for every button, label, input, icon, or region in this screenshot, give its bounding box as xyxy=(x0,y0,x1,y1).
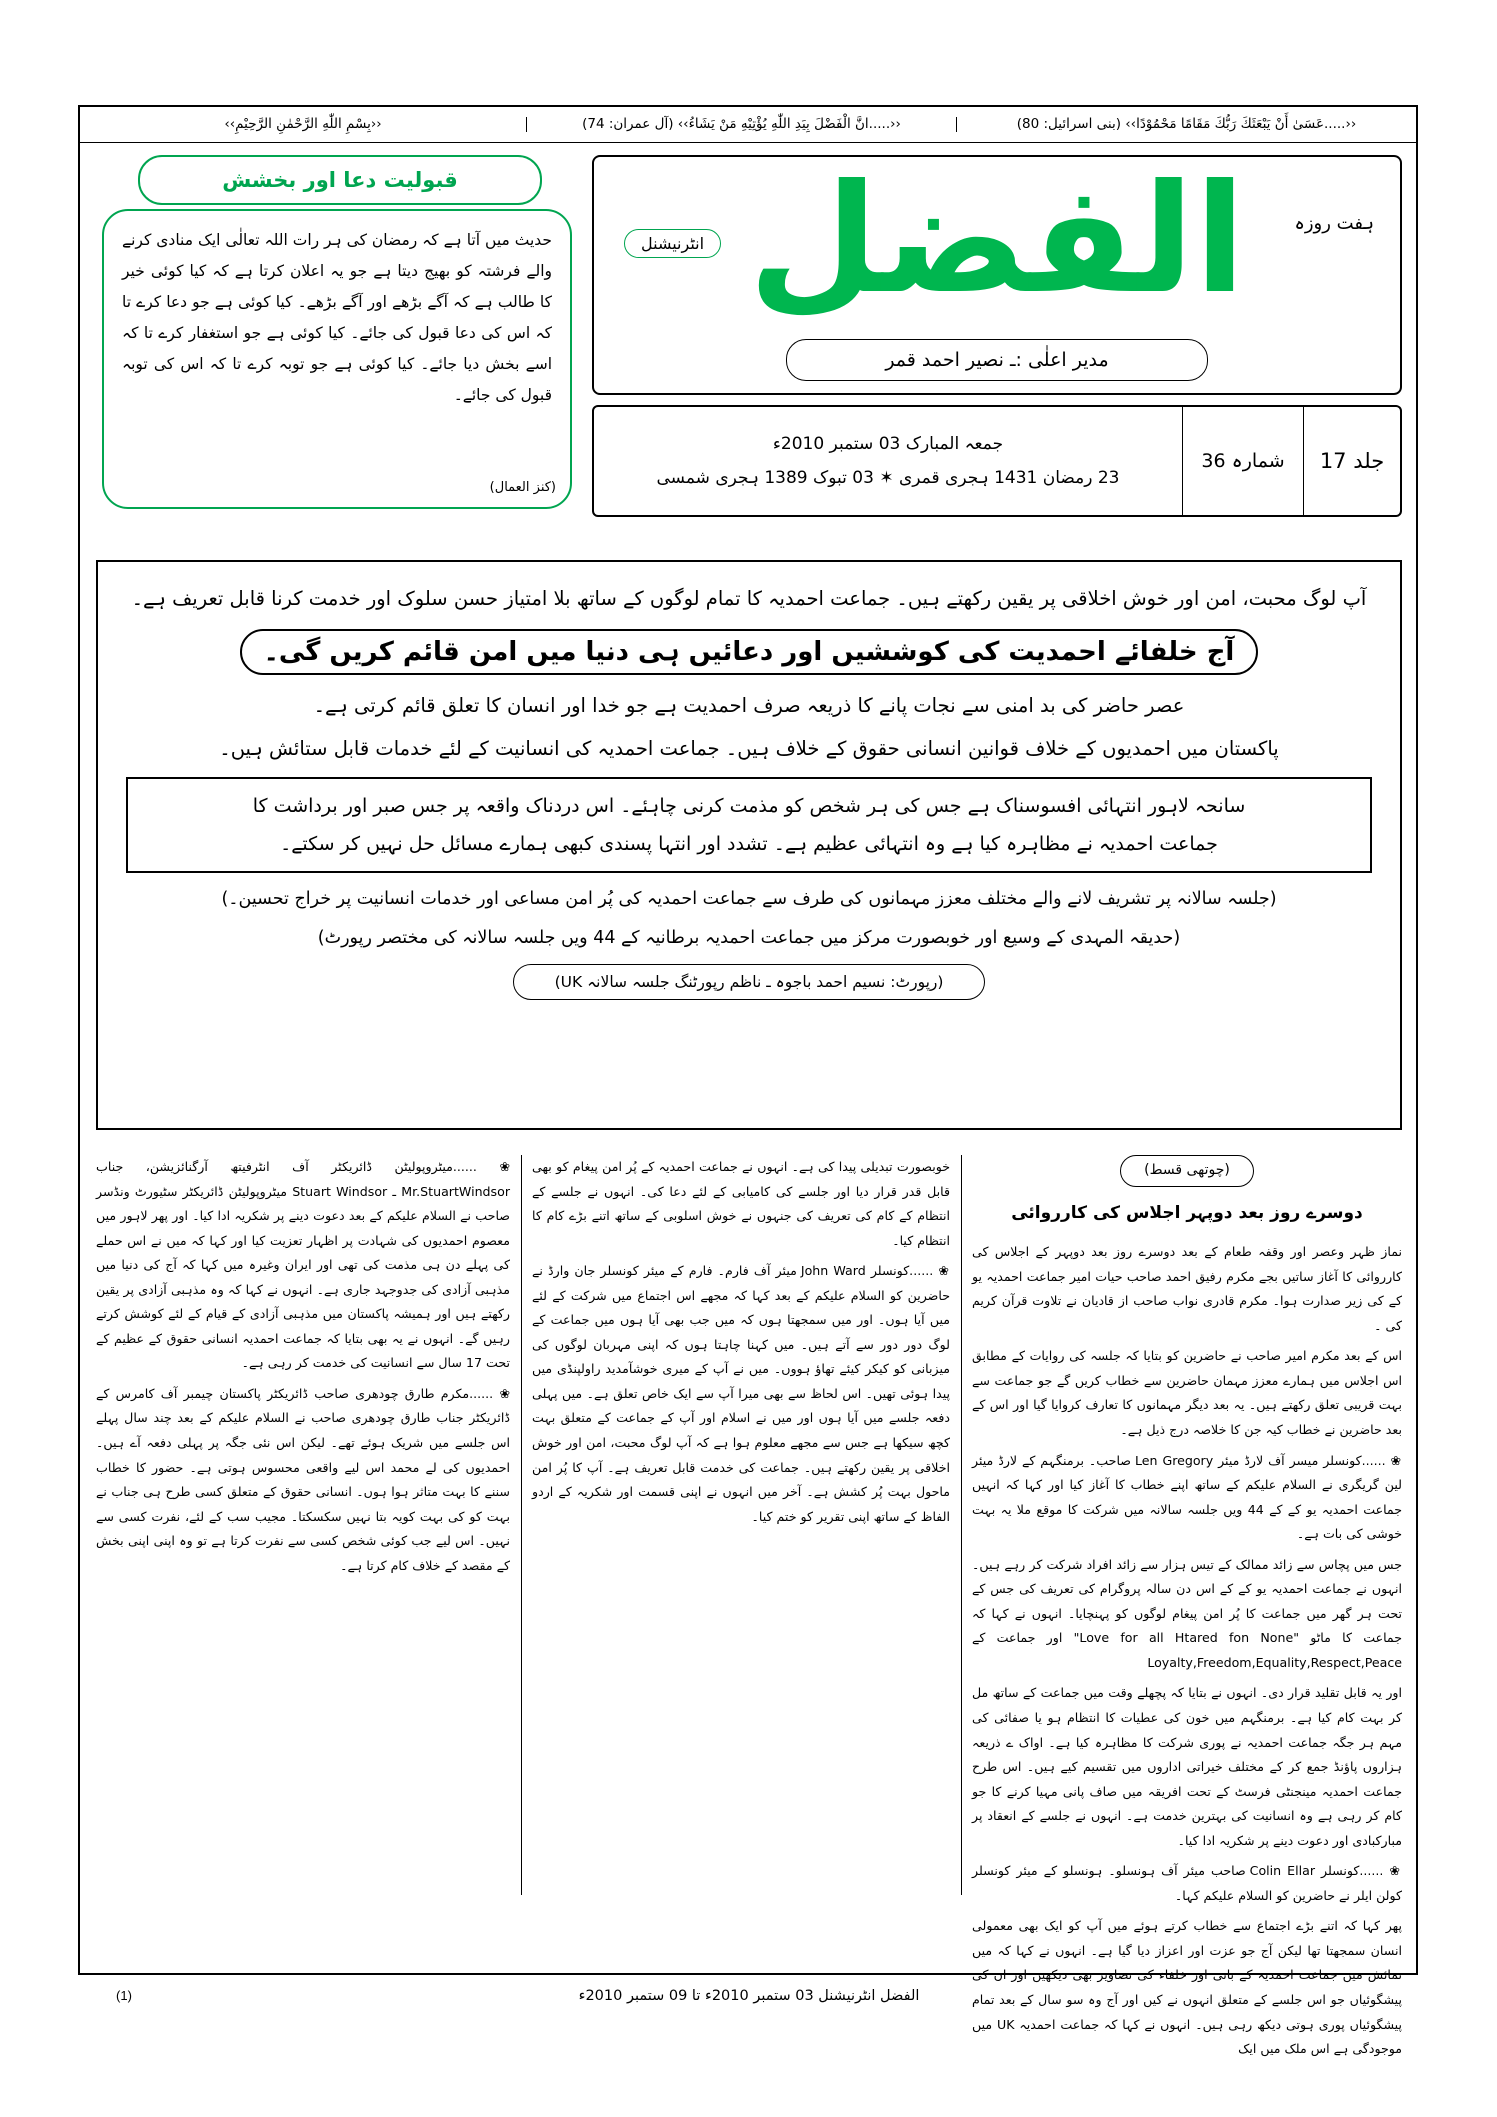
hadith-title: قبولیت دعا اور بخشش xyxy=(138,155,542,205)
headline-line-1: آپ لوگ محبت، امن اور خوش اخلاقی پر یقین رکھتے ہیں۔ جماعت احمدیہ کا تمام لوگوں کے ساتھ بلا امتیاز حسن سلوک اور خدمت کرنا قابل تعریف ہے۔ xyxy=(131,587,1367,610)
headline-line-5: (حدیقہ المہدی کے وسیع اور خوبصورت مرکز میں جماعت احمدیہ برطانیہ کے 44 ویں جلسہ سالانہ کی مختصر رپورٹ) xyxy=(317,928,1181,949)
headline-banner-wrap xyxy=(120,623,1378,685)
page-footer xyxy=(96,1988,1402,2018)
hadith-body xyxy=(102,209,572,509)
volume-label: جلد 17 xyxy=(1303,407,1400,515)
headline-line-4: (جلسہ سالانہ پر تشریف لانے والے مختلف معزز مہمانوں کی طرف سے جماعت احمدیہ کی پُر امن مساعی اور خدمات انسانیت پر خراج تحسین۔) xyxy=(221,889,1277,910)
newspaper-title-box xyxy=(592,155,1402,395)
hijri-date: 23 رمضان 1431 ہجری قمری ✶ 03 تبوک 1389 ہجری شمسی xyxy=(656,468,1120,488)
paragraph: ❀ ......مکرم طارق چودھری صاحب ڈائریکٹر پاکستان چیمبر آف کامرس کے ڈائریکٹر جناب طارق چودھری صاحب نے السلام علیکم کے بعد چند سال پہلے اس جلسے میں شریک ہوئے تھے۔ لیکن اس نئی جگہ پر پہلی دفعہ آے ہیں۔ احمدیوں کی لے محمد اس لیے واقعی محسوس ہوتی ہے۔ حضور کا خطاب سننے کا بہت متاثر ہوا ہوں۔ انسانی حقوق کے متعلق کسی طرح ہی جناب نے بہت کو کی بہت کویہ بتا نہیں سکسکتا۔ مجیب سب کے لئے، نفرت کسی سے نہیں۔ اس لیے جب کوئی شخص کسی سے نفرت کرتا ہے تو وہ اپنی اپنی بخش کے مقصد کے خلاف کام کرتا ہے۔ xyxy=(96,1385,510,1573)
footer-publication-line: الفضل انٹرنیشنل 03 ستمبر 2010ء تا 09 ستمبر 2010ء xyxy=(578,1988,920,2004)
bismillah-text: ‹‹بِسْمِ اللّٰهِ الرَّحْمٰنِ الرَّحِيْمِ›› xyxy=(224,116,382,133)
quran-verse-center: ‹‹.....انَّ الْفَضْلَ بِيَدِ اللّٰهِ يُؤْتِيْهِ مَنْ يَشَاءُ›› (آل عمران: 74) xyxy=(526,117,956,132)
quran-verse-bar xyxy=(80,107,1416,143)
column-middle xyxy=(532,1155,950,1535)
paragraph: خوبصورت تبدیلی پیدا کی ہے۔ انہوں نے جماعت احمدیہ کے پُر امن پیغام کو بھی قابل قدر قرار دیا اور جلسے کی کامیابی کے لئے دعا کی۔ انہوں نے جلسے کے انتظام کے کام کی تعریف کی جنہوں نے خوش اسلوبی کے ساتھ اتنے بڑے کام کا انتظام کیا۔ xyxy=(532,1159,950,1248)
editor-in-chief: مدیر اعلٰی :ـ نصیر احمد قمر xyxy=(786,339,1208,381)
headline-line-3: پاکستان میں احمدیوں کے خلاف قوانین انسانی حقوق کے خلاف ہیں۔ جماعت احمدیہ کی انسانیت کے لئے خدمات قابل ستائش ہیں۔ xyxy=(219,737,1279,761)
newspaper-logo: الفضل xyxy=(748,155,1246,327)
paragraph: ❀ ......کونسلر John Ward میئر آف فارم۔ فارم کے میئر کونسلر جان وارڈ نے حاضرین کو السلام علیکم کے بعد کہا کہ مجھے اس اجتماع میں شرکت کے لئے میں آیا ہوں۔ اور میں سمجھتا ہوں کہ میں جب بھی آیا ہوں میں جماعت کے لوگ دور دور سے آتے ہیں۔ میں کہنا چاہتا ہوں کہ اپنی مہربان لوگوں کی میزبانی کو کیکر کیئے تھاؤ ہووں۔ میں نے آپ کے میری خوشآمدید راولپنڈی میں پیدا ہوئی تھیں۔ اس لحاظ سے بھی میرا آپ سے ایک خاص تعلق ہے۔ میں پہلی دفعہ جلسے میں آیا ہوں اور میں نے اسلام اور آپ کے جماعت کے متعلق بہت کچھ سیکھا ہے جس سے مجھے معلوم ہوا ہے کہ آپ لوگ محبت، امن اور خوش اخلاقی پر یقین رکھتے ہیں۔ جماعت کی خدمت قابل تعریف ہے۔ آپ کا پُر امن ماحول بہت پُر کشش ہے۔ آخر میں انہوں نے اپنی قسمت اور شکریہ کے اردو الفاظ کے ساتھ اپنی تقریر کو ختم کیا۔ xyxy=(532,1263,951,1524)
report-byline: (رپورٹ: نسیم احمد باجوہ ـ ناظم رپورٹنگ جلسہ سالانہ UK) xyxy=(513,964,985,1000)
column-divider-2 xyxy=(521,1155,522,1895)
headline-line-2: عصر حاضر کی بد امنی سے نجات پانے کا ذریعہ صرف احمدیت ہے جو خدا اور انسان کا تعلق قائم کرتی ہے۔ xyxy=(313,694,1185,718)
paragraph: پھر کہا کہ اتنے بڑے اجتماع سے خطاب کرتے ہوئے میں آپ کو ایک بھی معمولی انسان سمجھتا تھا لیکن آج جو عزت اور اعزاز دیا گیا ہے۔ انہوں نے کہا کہ میں نمائش میں جماعت احمدیہ کے بانی اور خلفاء کی تصاویر بھی دیکھیں اور ان کی پیشگوئیاں جو اس جلسے کے متعلق انہوں نے کیں اور آج وہ سو سال کے بعد تمام پیشگوئیاں پوری ہوتی دیکھ رہی ہیں۔ انہوں نے کہا کہ جماعت احمدیہ UK میں موجودگی ہے اس ملک میں ایک xyxy=(972,1918,1402,2057)
paragraph: اور یہ قابل تقلید قرار دی۔ انہوں نے بتایا کہ پچھلے وقت میں جماعت کے ساتھ مل کر بہت کام کیا ہے۔ برمنگہم میں خون کی عطیات کا انتظام ہو یا صفائی کی مہم ہر جگہ جماعت احمدیہ نے پوری شرکت کا مظاہرہ کیا ہے۔ اواک ے ذریعہ ہزاروں پاؤنڈ جمع کر کے مختلف خیراتی اداروں میں تقسیم کیے ہیں۔ اس طرح جماعت احمدیہ مینجنٹی فرسٹ کے تحت افریقہ میں صاف پانی مہیا کرنے کا جو کام کر رہی ہے وہ انسانیت کی بہترین خدمت ہے۔ انہوں نے جلسے کے انعقاد پر مبارکبادی اور دعوت دینے پر شکریہ ادا کیا۔ xyxy=(972,1685,1402,1848)
gregorian-date: جمعہ المبارک 03 ستمبر 2010ء xyxy=(772,434,1004,454)
hadith-source: (کنز العمال) xyxy=(489,480,556,495)
headline-quote-line-2: جماعت احمدیہ نے مظاہرہ کیا ہے وہ انتہائی عظیم ہے۔ تشدد اور انتہا پسندی کبھی ہمارے مسائل حل نہیں کر سکتے۔ xyxy=(280,833,1218,856)
hadith-panel xyxy=(102,155,572,527)
issue-dates xyxy=(594,407,1182,515)
masthead-area xyxy=(80,143,1416,543)
issue-number-label: شمارہ 36 xyxy=(1182,407,1303,515)
frequency-badge: ہفت روزہ xyxy=(1294,213,1374,234)
paragraph: نماز ظہر وعصر اور وقفہ طعام کے بعد دوسرے روز بعد دوپہر کے اجلاس کی کارروائی کا آغاز ساتیں بجے مکرم رفیق احمد صاحب حیات امیر جماعت احمدیہ یو کے کی زیر صدارت ہوا۔ مکرم قادری نواب صاحب از قادیان نے تلاوت قرآن کریم کی ۔ xyxy=(972,1244,1402,1333)
paragraph: ❀ ......کونسلر Colin Ellar صاحب میئر آف ہونسلو۔ ہونسلو کے میئر کونسلر کولن ایلر نے حاضرین کو السلام علیکم کہا۔ xyxy=(972,1863,1402,1903)
page-number: (1) xyxy=(116,1988,132,2003)
issue-info-box xyxy=(592,405,1402,517)
headline-block xyxy=(96,560,1402,1130)
article-heading: دوسرے روز بعد دوپہر اجلاس کی کارروائی xyxy=(1011,1203,1363,1223)
hadith-text: حدیث میں آتا ہے کہ رمضان کی ہر رات اللہ تعالٰی ایک منادی کرنے والے فرشتہ کو بھیج دیتا ہے جو یہ اعلان کرتا ہے کہ کیا کوئی خیر کا طالب ہے کہ آگے بڑھے اور آگے بڑھے۔ کیا کوئی ہے جو دعا کرے تا کہ اس کی دعا قبول کی جائے۔ کیا کوئی ہے جو استغفار کرے تا کہ اسے بخش دیا جائے۔ کیا کوئی ہے جو توبہ کرے تا کہ اس کی توبہ قبول کی جائے۔ xyxy=(122,231,552,404)
headline-quote-box xyxy=(126,777,1372,873)
paragraph: ❀ ......کونسلر میسر آف لارڈ میئر Len Gregory صاحب۔ برمنگہم کے لارڈ میئر لین گریگری نے السلام علیکم کے ساتھ اپنے خطاب کا آغاز کیا اور کہا کہ انہیں جماعت احمدیہ یو کے کے 44 ویں جلسہ سالانہ میں شرکت کا موقع ملا یہ بہت خوشی کی بات ہے۔ xyxy=(972,1452,1402,1542)
paragraph: جس میں پچاس سے زائد ممالک کے تیس ہزار سے زائد افراد شرکت کر رہے ہیں۔ انہوں نے جماعت احمدیہ یو کے کے اس دن سالہ پروگرام کی تعریف کی جس کے تحت ہر گھر میں جماعت کا پُر امن پیغام لوگوں کو پہنچایا۔ انہوں نے کہا کہ جماعت کا ماٹو "Love for all Htared fon None" اور جماعت کے Loyalty,Freedom,Equality,Respect,Peace xyxy=(972,1556,1402,1670)
column-divider-1 xyxy=(961,1155,962,1895)
quran-verse-right: ‹‹.....عَسَىٰ أَنْ يَبْعَثَكَ رَبُّكَ مَقَامًا مَحْمُوْدًا›› (بنی اسرائیل: 80) xyxy=(956,117,1416,132)
headline-banner: آج خلفائے احمدیت کی کوششیں اور دعائیں ہی دنیا میں امن قائم کریں گی۔ xyxy=(240,629,1259,675)
column-left xyxy=(96,1155,510,1584)
headline-quote-line-1: سانحہ لاہور انتہائی افسوسناک ہے جس کی ہر شخص کو مذمت کرنی چاہئے۔ اس دردناک واقعہ پر جس صبر اور برداشت کا xyxy=(252,795,1246,818)
paragraph: ❀ ......میٹروپولیٹن ڈائریکٹر آف انٹرفیتھ آرگنائزیشن، جناب Mr.StuartWindsor ـ Stuart Windsor میٹروپولیٹن ڈائریکٹر سٹیورٹ ونڈسر صاحب نے السلام علیکم کے بعد دعوت دینے پر شکریہ ادا کیا۔ اور پھر لاہور میں معصوم احمدیوں کی شہادت پر اظہار تعزیت کیا اور کہا کہ میں نے اس حملے کی پہلے دن ہی مذمت کی تھی اور ایران وغیرہ میں کہا کہ آج کی دنیا میں مذہبی آزادی کی جدوجہد جاری ہے۔ انہوں نے کہا کہ وہ مذہبی آزادی پر یقین رکھتے ہیں اور ہمیشہ پاکستان میں مذہبی آزادی کے قیام کے لئے کوشش کرتے رہیں گے۔ انہوں نے یہ بھی بتایا کہ جماعت احمدیہ انسانی حقوق کے عظیم کے تحت 17 سال سے انسانیت کی خدمت کر رہی ہے۔ xyxy=(96,1159,510,1371)
paragraph: اس کے بعد مکرم امیر صاحب نے حاضرین کو بتایا کہ جلسہ کی روایات کے مطابق اس اجلاس میں ہمارے معزز مہمان حاضرین سے خطاب کریں گے جو جماعت سے بہت قریبی تعلق رکھتے ہیں۔ یہ بعد دیگر مہمانوں کا تعارف کروایا گیا اور اس کے بعد حاضرین نے خطاب کیہ جن کا خلاصہ درج ذیل ہے۔ xyxy=(972,1348,1402,1437)
column-right xyxy=(972,1155,1402,2068)
edition-badge: انٹرنیشنل xyxy=(624,229,721,258)
installment-badge: (چوتھی قسط) xyxy=(1120,1155,1254,1187)
